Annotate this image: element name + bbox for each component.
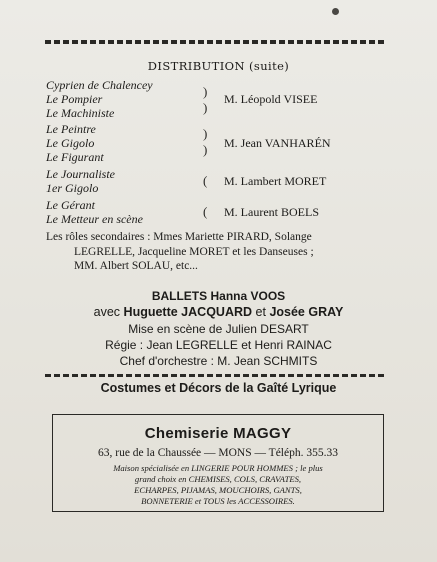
et-word: et [255,305,266,319]
advert-desc-line4: BONNETERIE et TOUS les ACCESSOIRES. [141,496,295,506]
brace: ( [203,173,208,188]
role-pompier: Le Pompier [46,92,103,106]
advert-desc-line3: ECHARPES, PIJAMAS, MOUCHOIRS, GANTS, [134,485,302,495]
ballets-prefix: BALLETS Hanna [151,289,248,303]
advert-description [59,463,377,507]
advert-title: Chemiserie MAGGY [144,425,292,442]
role-cyprien: Cyprien de Chalencey [46,78,153,92]
dancer-gray: Josée GRAY [269,305,344,319]
brace-lower: ) [203,142,208,157]
dancers-line [0,305,437,319]
chef-orchestre-line: Chef d'orchestre : M. Jean SCHMITS [119,354,318,368]
role-gigolo: Le Gigolo [46,136,95,150]
actor-moret: M. Lambert MORET [224,174,327,188]
ballets-line [0,289,437,303]
actor-visee: M. Léopold VISEE [224,92,318,106]
advert-address: 63, rue de la Chaussée — MONS — Téléph. 355.33 [98,447,338,459]
secondary-roles-line3: MM. Albert SOLAU, etc... [74,260,198,272]
middle-dashed-rule [45,374,385,377]
actor-boels: M. Laurent BOELS [224,205,319,219]
role-premier-gigolo: 1er Gigolo [46,181,99,195]
secondary-roles-line2: LEGRELLE, Jacqueline MORET et les Danseuses ; [74,245,314,258]
top-dashed-rule [45,40,385,44]
chemiserie-advert [52,414,384,512]
ballets-name: VOOS [250,289,286,303]
role-metteur-en-scene: Le Metteur en scène [46,212,143,226]
brace-upper: ) [203,126,208,141]
brace-lower: ) [203,100,208,115]
role-gerant: Le Gérant [46,198,95,212]
brace: ( [203,204,208,219]
distribution-heading: DISTRIBUTION (suite) [147,59,290,73]
regie-line: Régie : Jean LEGRELLE et Henri RAINAC [105,338,332,352]
advert-desc-line2: grand choix en CHEMISES, COLS, CRAVATES, [134,474,302,484]
role-figurant: Le Figurant [46,150,104,164]
actor-vanharen: M. Jean VANHARÉN [224,136,331,150]
costumes-line: Costumes et Décors de la Gaîté Lyrique [100,381,337,395]
secondary-roles [46,230,396,274]
mise-en-scene-line: Mise en scène de Julien DESART [128,322,309,336]
advert-desc-line1: Maison spécialisée en LINGERIE POUR HOMMES ; le plus [113,463,323,473]
avec-word: avec [93,305,121,319]
role-machiniste: Le Machiniste [46,106,115,120]
role-journaliste: Le Journaliste [46,167,115,181]
ink-stain [332,8,339,15]
dancer-jacquard: Huguette JACQUARD [123,305,253,319]
brace-upper: ) [203,84,208,99]
role-peintre: Le Peintre [46,122,96,136]
secondary-roles-line1: Les rôles secondaires : Mmes Mariette PIRARD, Solange [46,231,312,243]
